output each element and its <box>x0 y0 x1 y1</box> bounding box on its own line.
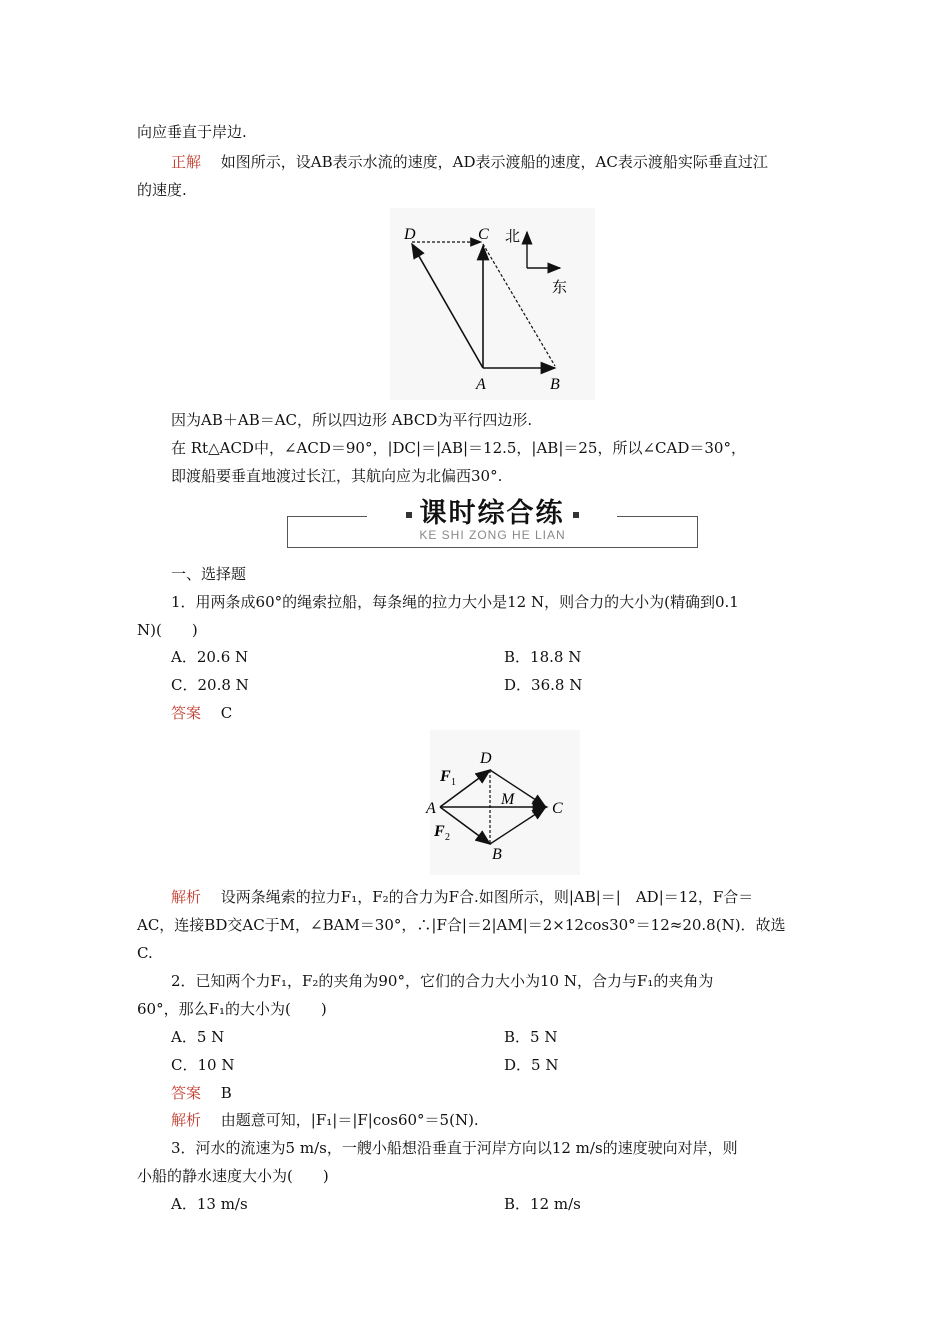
q3-option-b: B．12 m/s <box>504 1195 581 1213</box>
q1-option-b: B．18.8 N <box>504 648 582 666</box>
q2-option-c: C．10 N <box>171 1056 235 1074</box>
solution-line-2: 的速度. <box>137 181 187 199</box>
section-heading: 一、选择题 <box>171 565 247 583</box>
q1-line-1: 1．用两条成60°的绳索拉船，每条绳的拉力大小是12 N，则合力的大小为(精确到0.1 <box>171 593 739 611</box>
q1-line-2: N)( ) <box>137 621 198 639</box>
label-D: D <box>480 750 492 767</box>
vector-AD <box>412 244 483 368</box>
q1-option-d: D．36.8 N <box>504 676 583 694</box>
q1-explanation-line-3: C. <box>137 944 153 962</box>
q2-line-1: 2．已知两个力F₁，F₂的夹角为90°，它们的合力大小为10 N，合力与F₁的夹角为 <box>171 972 714 990</box>
q2-explanation <box>171 1110 479 1130</box>
q2-line-2: 60°，那么F₁的大小为( ) <box>137 1000 327 1018</box>
q1-option-a: A．20.6 N <box>171 648 249 666</box>
label-east: 东 <box>552 280 568 296</box>
q2-option-b: B．5 N <box>504 1028 558 1046</box>
text-line: 向应垂直于岸边. <box>137 123 247 141</box>
vector-figure-1 <box>390 208 595 400</box>
label-B: B <box>550 376 560 393</box>
explanation-label: 解析 <box>171 888 202 906</box>
q1-option-c: C．20.8 N <box>171 676 249 694</box>
q3-line-2: 小船的静水速度大小为( ) <box>137 1167 329 1185</box>
q1-explanation-line-1 <box>171 887 753 907</box>
q3-line-1: 3．河水的流速为5 m/s，一艘小船想沿垂直于河岸方向以12 m/s的速度驶向对岸，则 <box>171 1139 738 1157</box>
vector-DC <box>490 770 545 806</box>
answer-label: 答案 <box>171 704 202 722</box>
explanation-text: 设两条绳索的拉力F₁，F₂的合力为F合.如图所示，则|AB|＝| AD|＝12，F合＝ <box>220 888 754 906</box>
q2-answer <box>171 1083 232 1103</box>
label-C: C <box>478 226 489 243</box>
q3-option-a: A．13 m/s <box>171 1195 248 1213</box>
solution-line-1 <box>171 152 768 172</box>
label-B: B <box>492 846 502 863</box>
answer-value: B <box>220 1084 232 1102</box>
label-D: D <box>404 226 416 243</box>
proof-line-2: 在 Rt△ACD中，∠ACD＝90°，|DC|＝|AB|＝12.5，|AB|＝25，所以∠CAD＝30°， <box>171 439 746 457</box>
label-F2: F <box>434 823 445 840</box>
proof-line-3: 即渡船要垂直地渡过长江，其航向应为北偏西30°. <box>171 467 503 485</box>
explanation-label: 解析 <box>171 1111 202 1129</box>
label-A: A <box>426 800 436 817</box>
q1-explanation-line-2: AC，连接BD交AC于M，∠BAM＝30°，∴|F合|＝2|AM|＝2×12cos30°＝12≈20.8(N)．故选 <box>137 916 786 934</box>
answer-value: C <box>220 704 233 722</box>
label-north: 北 <box>505 229 521 245</box>
q2-option-d: D．5 N <box>504 1056 559 1074</box>
proof-line-1: 因为AB＋AB＝AC，所以四边形 ABCD为平行四边形. <box>171 411 533 429</box>
q1-answer <box>171 703 232 723</box>
explanation-text: 由题意可知，|F₁|＝|F|cos60°＝5(N). <box>220 1111 479 1129</box>
answer-label: 答案 <box>171 1084 202 1102</box>
vector-figure-2 <box>426 730 580 875</box>
label-A: A <box>476 376 486 393</box>
solution-label: 正解 <box>171 153 202 171</box>
label-F1-sub: 1 <box>451 777 456 788</box>
label-M: M <box>501 791 515 808</box>
label-F1: F <box>440 768 451 785</box>
label-F2-sub: 2 <box>445 832 450 843</box>
section-banner <box>287 498 698 548</box>
label-C: C <box>552 800 563 817</box>
vector-BC <box>490 808 545 844</box>
q2-option-a: A．5 N <box>171 1028 225 1046</box>
solution-text: 如图所示，设AB表示水流的速度，AD表示渡船的速度，AC表示渡船实际垂直过江 <box>220 153 768 171</box>
banner-subtitle: KE SHI ZONG HE LIAN <box>419 528 566 542</box>
banner-title: 课时综合练 <box>367 498 617 530</box>
line-CB <box>483 244 555 366</box>
